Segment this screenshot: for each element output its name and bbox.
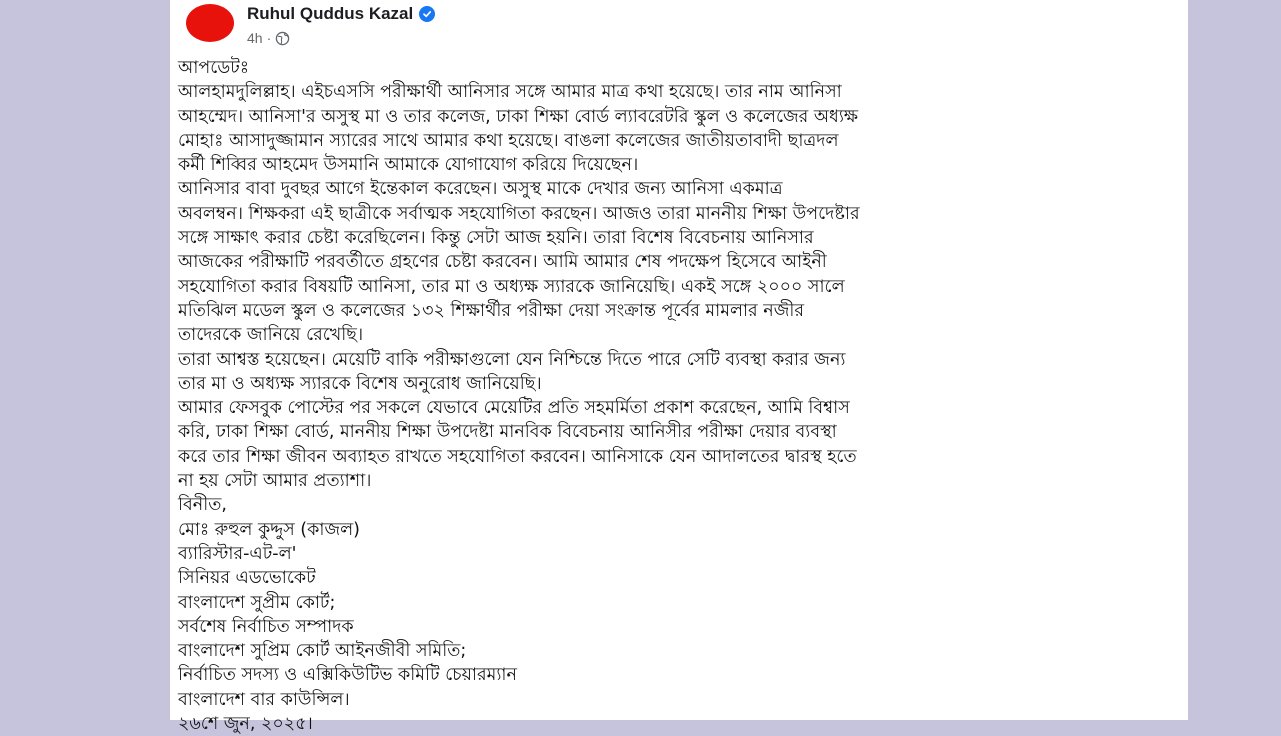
facebook-post bbox=[170, 0, 1188, 735]
author-avatar[interactable] bbox=[186, 4, 234, 42]
post-text-line: সহযোগিতা করার বিষয়টি আনিসা, তার মা ও অধ্যক্ষ স্যারকে জানিয়েছি। একই সঙ্গে ২০০০ সালে bbox=[178, 276, 845, 297]
right-margin bbox=[1188, 0, 1281, 720]
post-text-line: আলহামদুলিল্লাহ। এইচএসসি পরীক্ষার্থী আনিসার সঙ্গে আমার মাত্র কথা হয়েছে। তার নাম আনিসা bbox=[178, 82, 842, 103]
post-text-line: বাংলাদেশ সুপ্রীম কোর্ট; bbox=[178, 592, 336, 613]
meta-separator: · bbox=[266, 30, 272, 46]
post-text-line: না হয় সেটা আমার প্রত্যাশা। bbox=[178, 471, 372, 492]
post-text-line: সিনিয়র এডভোকেট bbox=[178, 568, 316, 589]
post-text-line: আহম্মেদ। আনিসা'র অসুস্থ মা ও তার কলেজ, ঢাকা শিক্ষা বোর্ড ল্যাবরেটরি স্কুল ও কলেজের অধ্যক্ষ bbox=[178, 106, 859, 127]
post-text-line: আনিসার বাবা দুবছর আগে ইন্তেকাল করেছেন। অসুস্থ মাকে দেখার জন্য আনিসা একমাত্র bbox=[178, 179, 783, 200]
post-text-line: অবলম্বন। শিক্ষকরা এই ছাত্রীকে সর্বাত্মক সহযোগিতা করছেন। আজও তারা মাননীয় শিক্ষা উপদেষ্টার bbox=[178, 203, 860, 224]
post-text-line: সর্বশেষ নির্বাচিত সম্পাদক bbox=[178, 616, 354, 637]
post-text-line: বিনীত, bbox=[178, 495, 227, 516]
post-meta bbox=[247, 30, 290, 46]
post-header bbox=[247, 4, 435, 24]
post-text-line: করে তার শিক্ষা জীবন অব্যাহত রাখতে সহযোগিতা করবেন। আনিসাকে যেন আদালতের দ্বারস্থ হতে bbox=[178, 446, 857, 467]
post-text-line: করি, ঢাকা শিক্ষা বোর্ড, মাননীয় শিক্ষা উপদেষ্টা মানবিক বিবেচনায় আনিসীর পরীক্ষা দেয়ার ব্যবস্থা bbox=[178, 422, 837, 443]
post-text-line: মোহাঃ আসাদুজ্জামান স্যারের সাথে আমার কথা হয়েছে। বাঙলা কলেজের জাতীয়তাবাদী ছাত্রদল bbox=[178, 130, 839, 151]
post-text-line: ২৬শে জুন, ২০২৫। bbox=[178, 714, 313, 735]
post-text-line: আজকের পরীক্ষাটি পরবর্তীতে গ্রহণের চেষ্টা করবেন। আমি আমার শেষ পদক্ষেপ হিসেবে আইনী bbox=[178, 252, 827, 273]
post-text-line: আপডেটঃ bbox=[178, 58, 250, 78]
post-text-line: সঙ্গে সাক্ষাৎ করার চেষ্টা করেছিলেন। কিন্তু সেটা আজ হয়নি। তারা বিশেষ বিবেচনায় আনিসার bbox=[178, 228, 814, 249]
globe-icon[interactable] bbox=[275, 31, 290, 46]
post-text-line: বাংলাদেশ সুপ্রিম কোর্ট আইনজীবী সমিতি; bbox=[178, 641, 467, 662]
post-text-line: মোঃ রুহুল কুদ্দুস (কাজল) bbox=[178, 519, 360, 540]
left-margin bbox=[0, 0, 170, 720]
post-text-line: আমার ফেসবুক পোস্টের পর সকলে যেভাবে মেয়েটির প্রতি সহমর্মিতা প্রকাশ করেছেন, আমি বিশ্বাস bbox=[178, 398, 850, 419]
post-text-line: মতিঝিল মডেল স্কুল ও কলেজের ১৩২ শিক্ষার্থীর পরীক্ষা দেয়া সংক্রান্ত পূর্বের মামলার নজীর bbox=[178, 300, 804, 321]
post-text-line: বাংলাদেশ বার কাউন্সিল। bbox=[178, 689, 350, 710]
post-text-line: তার মা ও অধ্যক্ষ স্যারকে বিশেষ অনুরোধ জানিয়েছি। bbox=[178, 373, 542, 394]
post-text-line: কর্মী শিব্বির আহমেদ উসমানি আমাকে যোগাযোগ করিয়ে দিয়েছেন। bbox=[178, 155, 639, 176]
verified-badge-icon bbox=[419, 6, 435, 22]
post-text-line: নির্বাচিত সদস্য ও এক্সিকিউটিভ কমিটি চেয়ারম্যান bbox=[178, 665, 517, 686]
post-time[interactable]: 4h bbox=[247, 30, 263, 46]
post-text-line: তাদেরকে জানিয়ে রেখেছি। bbox=[178, 325, 364, 346]
post-text-line: তারা আশ্বস্ত হয়েছেন। মেয়েটি বাকি পরীক্ষাগুলো যেন নিশ্চিন্তে দিতে পারে সেটি ব্যবস্থা করার জন্য bbox=[178, 349, 846, 370]
post-text-line: ব্যারিস্টার-এট-ল' bbox=[178, 543, 297, 564]
post-body bbox=[178, 56, 1178, 736]
author-name[interactable]: Ruhul Quddus Kazal bbox=[247, 4, 414, 23]
